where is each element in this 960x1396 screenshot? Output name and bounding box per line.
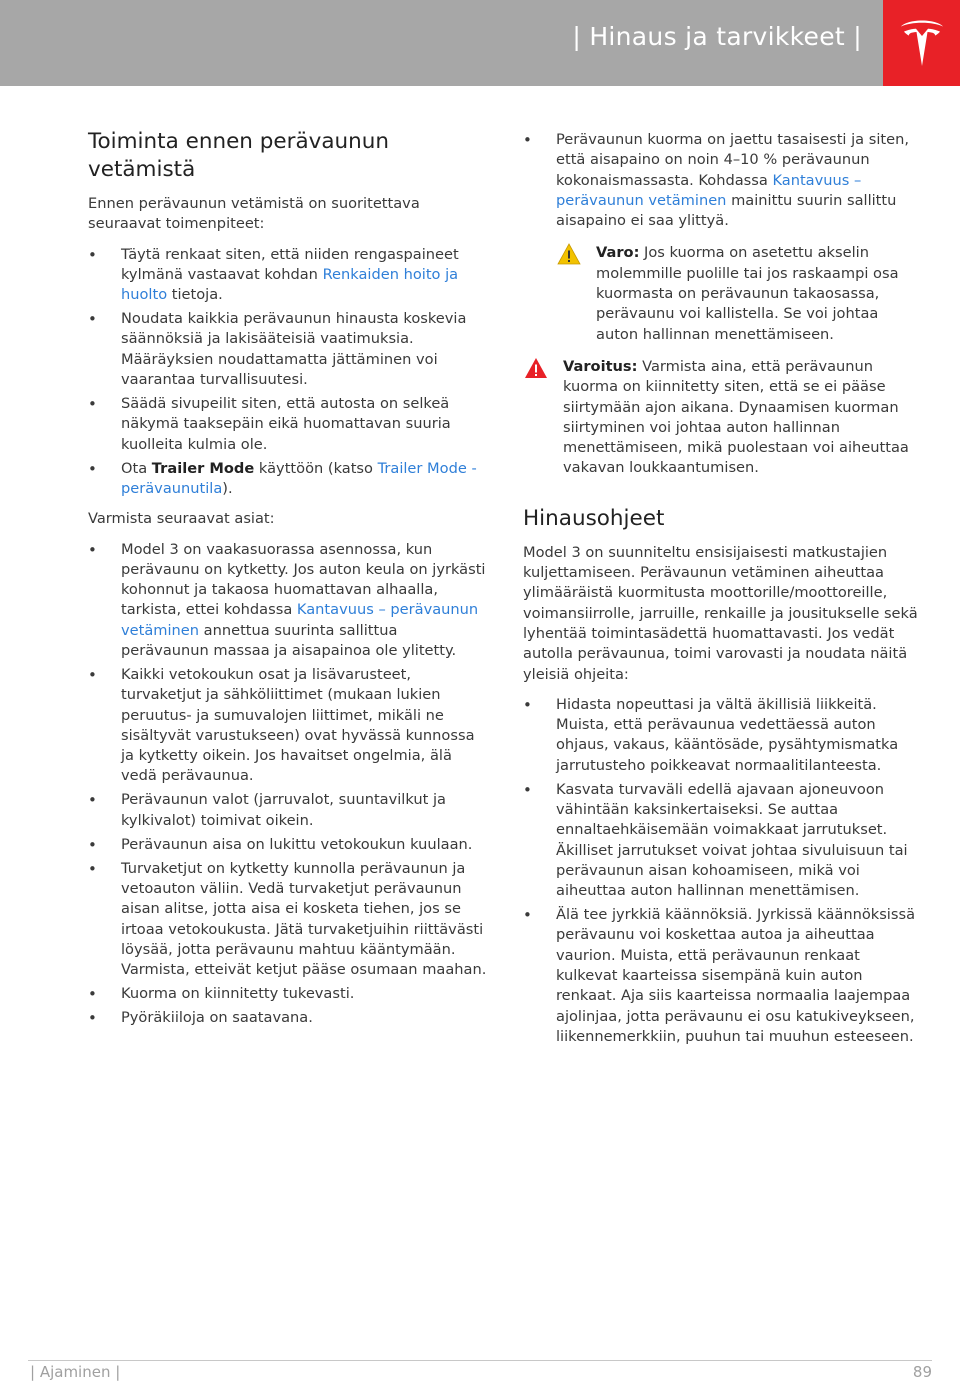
list-item: • Täytä renkaat siten, että niiden rengaspaineet kylmänä vastaavat kohdan Renkaiden hoito ja huolto tietoja.	[88, 245, 459, 304]
list-item: • Kaikki vetokoukun osat ja lisävarusteet, turvaketjut ja sähköliittimet (mukaan lukien peruutus- ja sumuvalojen liittimet, mikäli ne sisältyvät varustukseen) ovat hyvässä kunnossa ja kytketty oikein. Jos havaitset ongelmia, älä vedä perävaunua.	[88, 665, 475, 785]
tesla-logo-icon	[899, 18, 945, 68]
list-item: • Ota Trailer Mode käyttöön (katso Trailer Mode -perävaunutila).	[88, 459, 477, 497]
bullet: •	[88, 395, 97, 414]
link-trailer-mode[interactable]: Trailer Mode -perävaunutila	[121, 459, 477, 497]
warning-triangle-icon	[524, 357, 548, 379]
guidelines-list	[523, 695, 925, 1047]
checks-list	[88, 540, 488, 1029]
bullet: •	[88, 459, 97, 478]
right-column	[523, 130, 925, 1057]
bullet: •	[523, 695, 532, 714]
verify-intro: Varmista seuraavat asiat:	[88, 510, 275, 528]
preparation-list	[88, 245, 488, 500]
bullet: •	[88, 859, 97, 878]
caution-triangle-icon	[557, 243, 581, 265]
header-title: | Hinaus ja tarvikkeet |	[572, 22, 862, 51]
footer-section: | Ajaminen |	[30, 1363, 121, 1381]
caution-text: Jos kuorma on asetettu akselin molemmille puolille tai jos raskaampi osa kuormasta on perävaunun takaosassa, perävaunu voi kallistella. Se voi johtaa auton hallinnan menettämiseen.	[596, 244, 899, 343]
warning-label: Varoitus:	[563, 357, 638, 375]
left-column	[88, 128, 488, 1038]
link-tire-care[interactable]: Renkaiden hoito ja huolto	[121, 265, 459, 304]
list-item: • Model 3 on vaakasuorassa asennossa, kun perävaunu on kytketty. Jos auton keula on jyrkästi kohonnut ja takaosa huomattavan alhaalla, tarkista, ettei kohdassa Kantavuus – perävaunun vetäminen annettua suurinta sallittua perävaunun massaa ja aisapainoa ole ylitetty.	[88, 540, 486, 659]
bullet: •	[88, 310, 97, 329]
list-item: • Älä tee jyrkkiä käännöksiä. Jyrkissä käännöksissä perävaunu voi koskettaa autoa ja aiheuttaa vaurion. Muista, että perävaunun renkaat kulkevat kaarteissa sisempänä kuin auton renkaat. Aja siis kaarteissa normaalia laajempaa ajolinjaa, jotta perävaunu ei osu katukiveykseen, liikennemerkkiin, puuhun tai muuhun esteeseen.	[523, 906, 916, 1045]
bullet: •	[88, 665, 97, 684]
bullet: •	[523, 780, 532, 799]
list-item: • Hidasta nopeuttasi ja vältä äkillisiä liikkeitä. Muista, että perävaunua vedettäessä auton ohjaus, vakaus, kääntösäde, pysähtymismatka jarrutusteho poikkeavat normaalitilanteesta.	[523, 695, 899, 774]
list-item: • Kasvata turvaväli edellä ajavaan ajoneuvoon vähintään kaksinkertaiseksi. Se auttaa ennaltaehkäisemään voimakkaat jarrutukset. Äkilliset jarrutukset voivat johtaa sivuluisuun tai perävaunun aisan kohoamiseen, mikä voi aiheuttaa auton hallinnan menettämisen.	[523, 780, 908, 900]
bullet: •	[88, 245, 97, 264]
trailer-mode-term: Trailer Mode	[151, 459, 255, 477]
bullet: •	[88, 985, 97, 1004]
list-item: • Perävaunun valot (jarruvalot, suuntavilkut ja kylkivalot) toimivat oikein.	[88, 791, 446, 829]
section-heading-towing-guidelines: Hinausohjeet	[523, 505, 665, 531]
bullet: •	[88, 1009, 97, 1028]
list-item: • Turvaketjut on kytketty kunnolla perävaunun ja vetoauton väliin. Vedä turvaketjut perävaunun aisan alitse, jotta aisa ei kosketa tiehen, jos se irtoaa vetokoukusta. Jätä turvaketjuihin riittävästi löysää, jotta perävaunu mahtuu kääntymään. Varmista, etteivät ketjut pääse osumaan maahan.	[88, 859, 487, 979]
page-header	[0, 0, 960, 86]
list-item: • Säädä sivupeilit siten, että autosta on selkeä näkymä taaksepäin eikä huomattavan suuria kuolleita kulmia ole.	[88, 395, 451, 453]
bullet: •	[88, 835, 97, 854]
bullet: •	[88, 540, 97, 559]
link-load-capacity[interactable]: Kantavuus – perävaunun vetäminen	[556, 171, 862, 209]
load-list	[523, 130, 925, 231]
list-item: • Noudata kaikkia perävaunun hinausta koskevia säännöksiä ja lakisääteisiä vaatimuksia. Määräyksien noudattamatta jättäminen voi vaarantaa turvallisuutesi.	[88, 310, 467, 389]
bullet: •	[523, 131, 532, 149]
intro-paragraph: Ennen perävaunun vetämistä on suoritettava seuraavat toimenpiteet:	[88, 195, 420, 233]
guidelines-intro: Model 3 on suunniteltu ensisijaisesti matkustajien kuljettamiseen. Perävaunun vetäminen aiheuttaa ylimääräistä kuormitusta moottorille/moottoreille, voimansiirrolle, jarruille, renkaille ja jousitukselle sekä lyhentää toimintasädettä huomattavasti. Jos vedät autolla perävaunua, toimi varovasti ja noudata näitä yleisiä ohjeita:	[523, 543, 918, 683]
footer-divider	[28, 1360, 932, 1361]
warning-text: Varmista aina, että perävaunun kuorma on kiinnitetty siten, että se ei pääse siirtymään ajon aikana. Dynaamisen kuorman siirtyminen voi johtaa auton hallinnan menettämiseen, mikä puolestaan voi aiheuttaa vakavan loukkaantumisen.	[563, 357, 909, 477]
caution-label: Varo:	[596, 244, 640, 262]
warning-note	[523, 357, 925, 479]
page-number: 89	[912, 1363, 932, 1381]
bullet: •	[523, 906, 532, 925]
tesla-logo	[883, 0, 960, 86]
link-load-capacity[interactable]: Kantavuus – perävaunun vetäminen	[121, 601, 479, 639]
caution-note	[556, 243, 925, 344]
section-heading-before-towing: Toiminta ennen perävaunun vetämistä	[88, 129, 390, 182]
list-item: • Perävaunun aisa on lukittu vetokoukun kuulaan.	[88, 835, 473, 854]
bullet: •	[88, 791, 97, 810]
list-item: • Perävaunun kuorma on jaettu tasaisesti ja siten, että aisapaino on noin 4–10 % perävaunun kokonaismassasta. Kohdassa Kantavuus – perävaunun vetäminen mainittu suurin sallittu aisapaino ei saa ylittyä.	[523, 131, 910, 230]
list-item: • Kuorma on kiinnitetty tukevasti.	[88, 985, 355, 1004]
list-item: • Pyöräkiiloja on saatavana.	[88, 1009, 313, 1028]
